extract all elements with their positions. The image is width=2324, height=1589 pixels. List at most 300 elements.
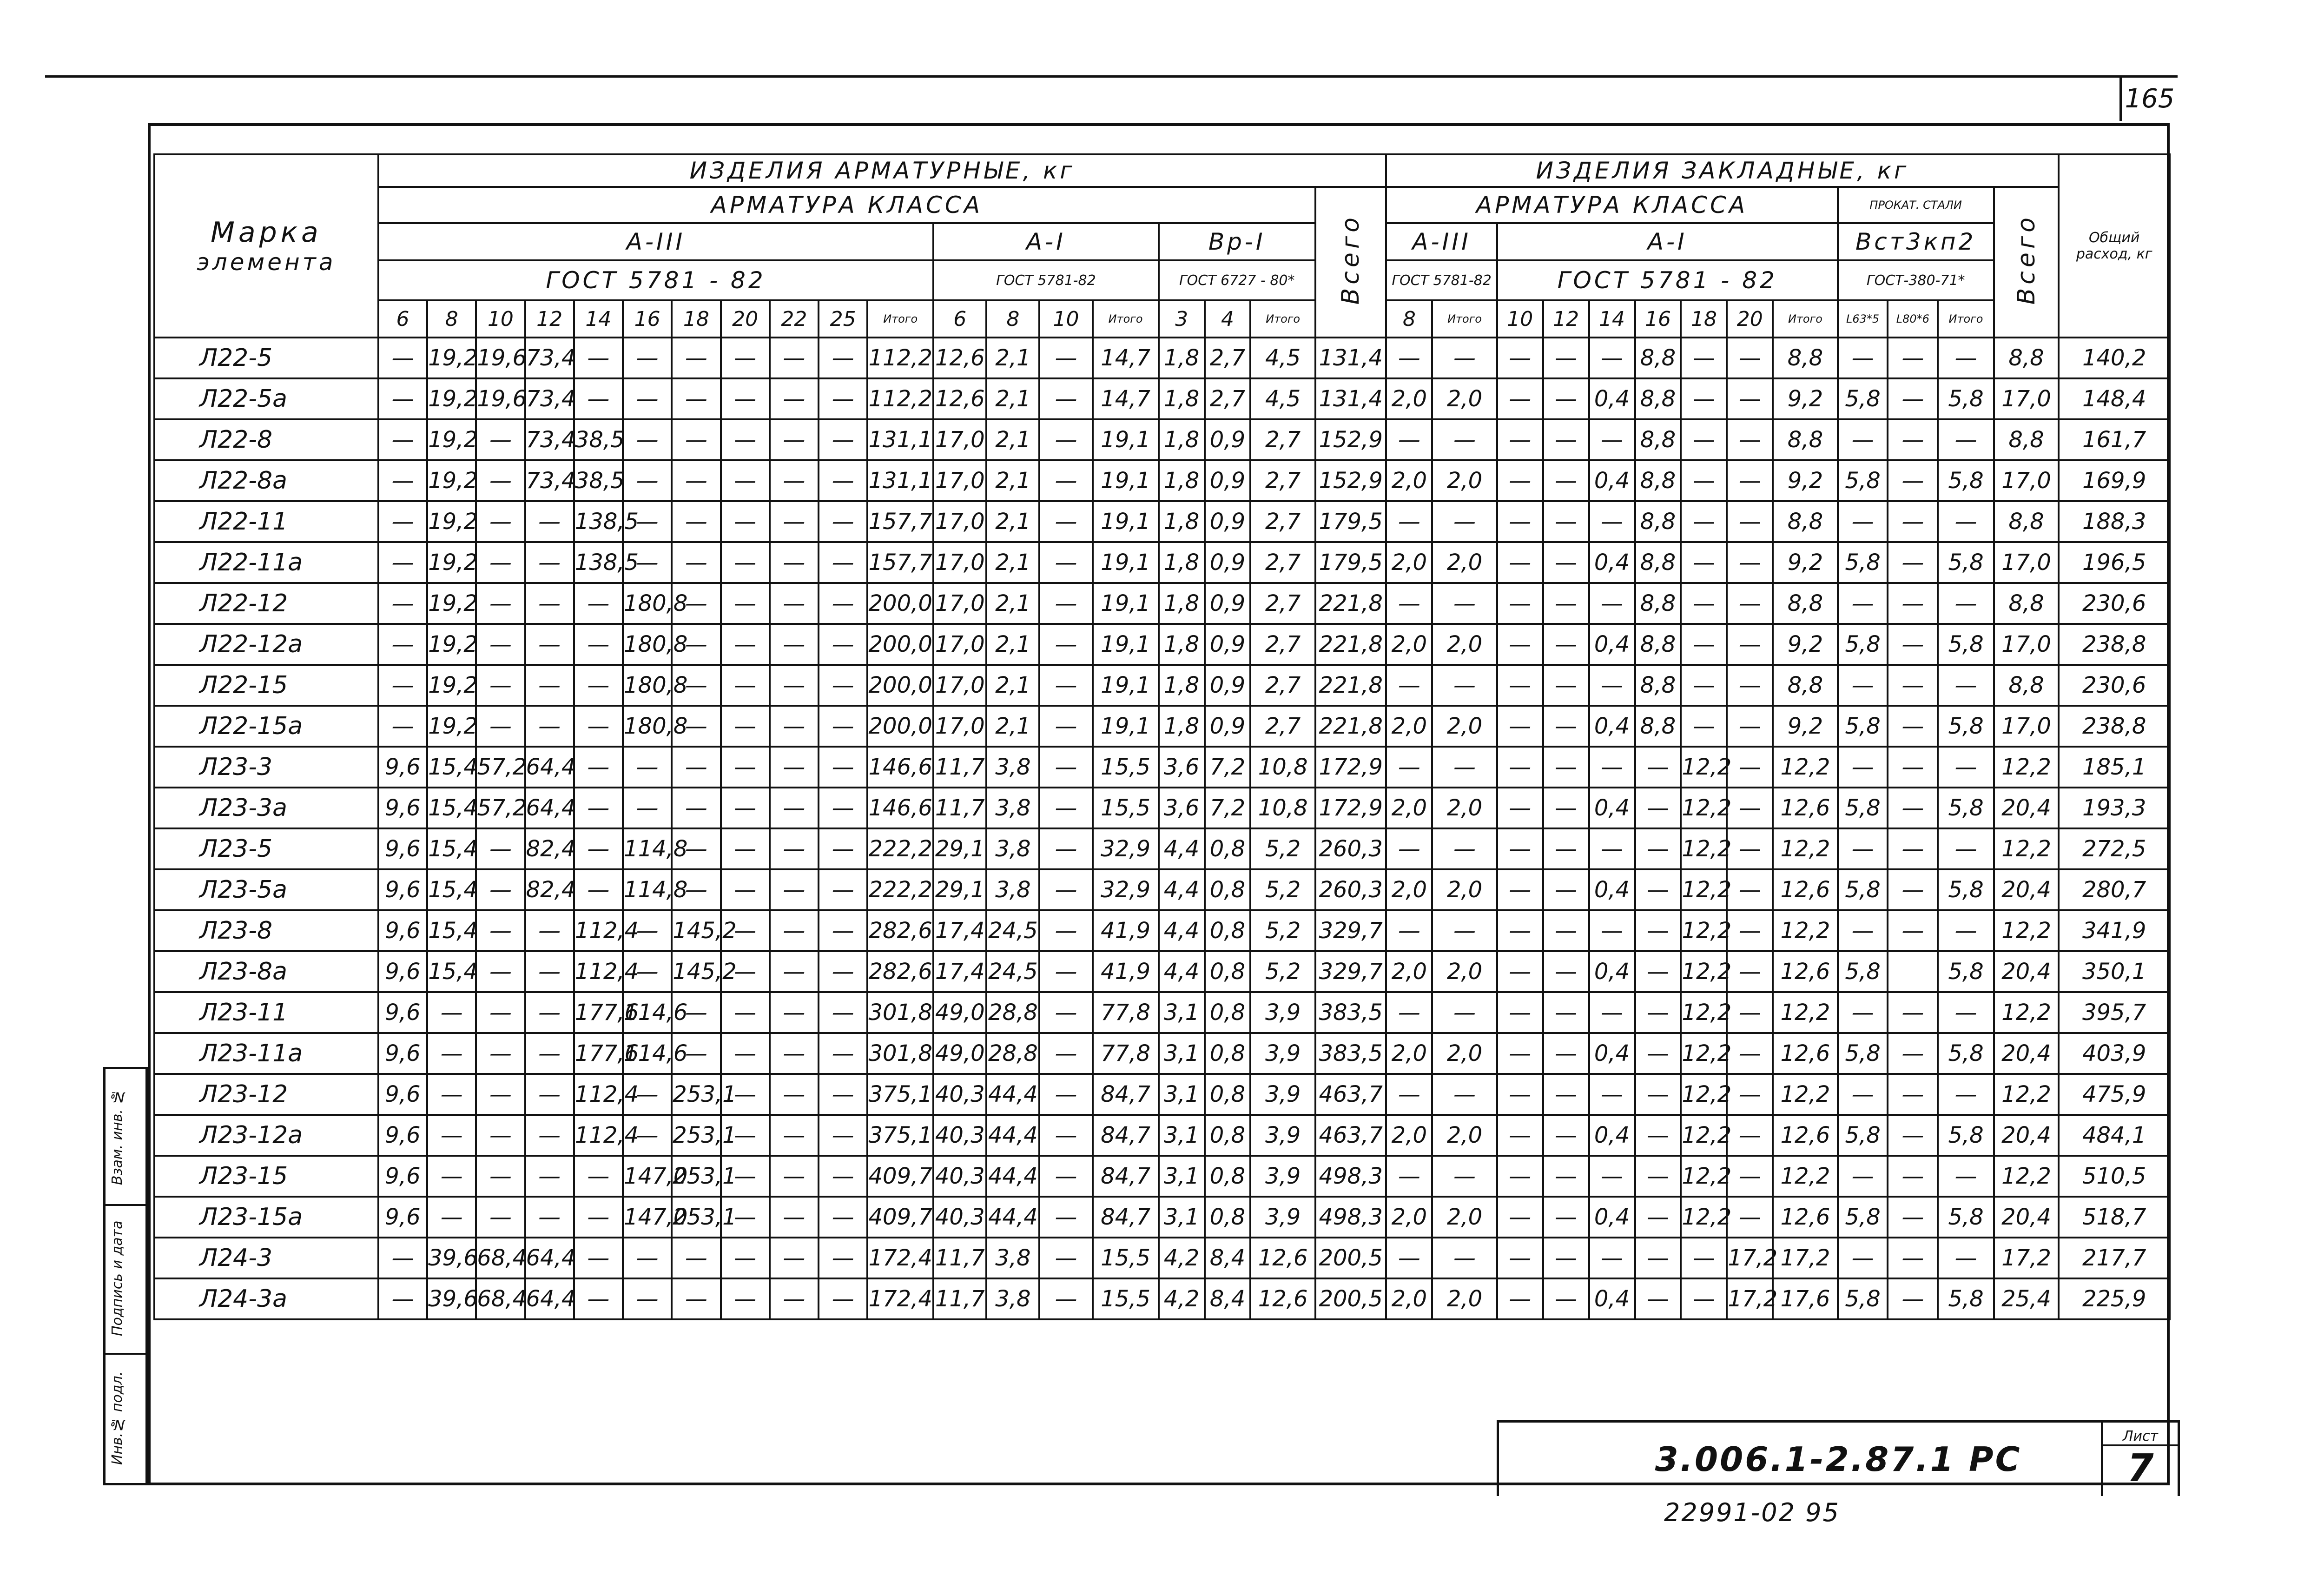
table-cell: 12,2 [1773, 828, 1837, 869]
diameter-header-a3: 14 [574, 300, 623, 338]
table-cell: 3,8 [986, 828, 1039, 869]
table-cell: 15,4 [427, 788, 476, 828]
table-cell: — [1888, 665, 1938, 706]
table-cell: 8,8 [1635, 419, 1681, 460]
table-cell: — [1681, 583, 1727, 624]
table-cell: — [574, 869, 623, 910]
table-cell: 2,0 [1432, 460, 1497, 501]
element-mark: Л23-11а [154, 1033, 378, 1074]
table-cell: 5,8 [1838, 1033, 1888, 1074]
table-cell: 12,2 [1681, 788, 1727, 828]
table-cell: 20,4 [1994, 1197, 2059, 1238]
diameter-header-vr1: 3 [1159, 300, 1205, 338]
diameter-header-a1-emb: 16 [1635, 300, 1681, 338]
table-cell: — [1497, 501, 1543, 542]
table-cell: 28,8 [986, 1033, 1039, 1074]
table-cell: — [1039, 501, 1092, 542]
table-cell: — [623, 788, 672, 828]
table-cell: — [1543, 706, 1589, 747]
table-cell: 8,8 [1635, 338, 1681, 378]
table-cell: — [1039, 747, 1092, 788]
table-cell: — [1386, 501, 1432, 542]
table-cell: 148,4 [2059, 378, 2170, 419]
table-cell: — [1727, 542, 1773, 583]
table-cell: 225,9 [2059, 1278, 2170, 1319]
table-cell: 4,4 [1159, 869, 1205, 910]
table-cell: — [525, 1033, 574, 1074]
table-cell: — [1497, 869, 1543, 910]
diameter-header-steel: L80*6 [1888, 300, 1938, 338]
table-cell: 9,6 [378, 869, 427, 910]
table-cell: — [672, 338, 720, 378]
table-cell: 19,1 [1093, 460, 1159, 501]
table-cell: 12,6 [1250, 1238, 1315, 1278]
table-cell: — [1432, 992, 1497, 1033]
table-cell: 131,4 [1315, 378, 1386, 419]
table-cell: — [525, 665, 574, 706]
table-cell: 0,8 [1205, 1115, 1251, 1156]
table-cell: 25,4 [1994, 1278, 2059, 1319]
table-cell: 253,1 [672, 1115, 720, 1156]
table-cell: 147,0 [623, 1197, 672, 1238]
table-cell: 9,6 [378, 951, 427, 992]
table-cell: — [1727, 951, 1773, 992]
table-cell: — [1039, 542, 1092, 583]
table-cell: — [770, 788, 819, 828]
diameter-header-a3-emb: Итого [1432, 300, 1497, 338]
table-cell: 498,3 [1315, 1156, 1386, 1197]
table-cell: 17,2 [1727, 1278, 1773, 1319]
table-cell: 2,7 [1250, 706, 1315, 747]
table-cell: 29,1 [933, 828, 986, 869]
table-cell: — [1432, 1156, 1497, 1197]
table-cell: — [574, 378, 623, 419]
table-cell: 112,4 [574, 1074, 623, 1115]
table-cell: — [574, 1156, 623, 1197]
table-cell: 7,2 [1205, 747, 1251, 788]
table-cell: 383,5 [1315, 1033, 1386, 1074]
table-cell: — [1589, 1074, 1635, 1115]
table-cell: — [1589, 910, 1635, 951]
table-cell: — [623, 501, 672, 542]
table-cell: 2,0 [1386, 706, 1432, 747]
diameter-header-a3: 8 [427, 300, 476, 338]
table-cell: 12,6 [1773, 951, 1837, 992]
steel-consumption-table [153, 153, 2171, 1492]
table-cell: — [1543, 992, 1589, 1033]
table-cell: — [427, 1197, 476, 1238]
table-cell: — [770, 624, 819, 665]
table-cell: — [623, 338, 672, 378]
table-cell: — [1543, 460, 1589, 501]
table-cell: 15,5 [1093, 1278, 1159, 1319]
table-cell: — [1938, 1156, 1994, 1197]
table-cell: 8,8 [1635, 378, 1681, 419]
table-cell: 17,0 [933, 460, 986, 501]
table-cell: 3,9 [1250, 992, 1315, 1033]
table-cell: 84,7 [1093, 1074, 1159, 1115]
table-cell: — [819, 1156, 867, 1197]
table-cell: — [1432, 419, 1497, 460]
table-cell: — [1497, 583, 1543, 624]
table-row [154, 706, 2170, 747]
table-cell: 29,1 [933, 869, 986, 910]
table-cell: — [1039, 1033, 1092, 1074]
table-cell: — [1635, 788, 1681, 828]
table-cell: — [378, 542, 427, 583]
table-cell: — [574, 747, 623, 788]
table-cell: — [1727, 910, 1773, 951]
table-cell: 8,8 [1773, 419, 1837, 460]
table-cell: 3,1 [1159, 1033, 1205, 1074]
table-cell: — [623, 378, 672, 419]
table-cell: 17,0 [933, 583, 986, 624]
table-cell: 10,8 [1250, 788, 1315, 828]
table-cell: — [1497, 665, 1543, 706]
table-cell: — [1635, 951, 1681, 992]
table-cell: — [574, 788, 623, 828]
table-cell: 200,0 [867, 583, 933, 624]
table-cell: 2,0 [1432, 542, 1497, 583]
table-row [154, 910, 2170, 951]
table-cell: — [1039, 665, 1092, 706]
table-cell: — [1039, 1156, 1092, 1197]
table-cell: 77,8 [1093, 1033, 1159, 1074]
table-cell: 0,9 [1205, 501, 1251, 542]
table-cell: 64,4 [525, 1238, 574, 1278]
table-cell: — [1727, 1197, 1773, 1238]
table-cell: 2,1 [986, 624, 1039, 665]
table-cell: 8,8 [1773, 665, 1837, 706]
table-cell: 2,7 [1250, 542, 1315, 583]
table-cell: — [574, 583, 623, 624]
table-cell: 15,4 [427, 828, 476, 869]
table-cell: 2,7 [1250, 501, 1315, 542]
table-cell: 2,0 [1386, 460, 1432, 501]
table-cell: — [1681, 460, 1727, 501]
table-cell: 280,7 [2059, 869, 2170, 910]
table-cell: 32,9 [1093, 869, 1159, 910]
table-cell: — [1543, 624, 1589, 665]
table-cell: 147,0 [623, 1156, 672, 1197]
table-cell: — [1727, 828, 1773, 869]
table-cell: 28,8 [986, 992, 1039, 1033]
table-cell: — [623, 542, 672, 583]
table-cell: 9,6 [378, 788, 427, 828]
table-cell: 12,2 [1681, 1033, 1727, 1074]
table-cell: — [1543, 910, 1589, 951]
table-cell: — [1386, 583, 1432, 624]
table-cell: 17,2 [1773, 1238, 1837, 1278]
header-gost-a3: ГОСТ 5781 - 82 [378, 260, 933, 300]
element-mark: Л23-11 [154, 992, 378, 1033]
table-cell: — [672, 542, 720, 583]
table-cell: 3,8 [986, 1238, 1039, 1278]
table-cell: 2,0 [1432, 788, 1497, 828]
table-cell: 17,0 [933, 542, 986, 583]
table-cell: — [1589, 338, 1635, 378]
table-cell: — [1589, 419, 1635, 460]
table-cell: 19,1 [1093, 583, 1159, 624]
table-cell: — [1681, 378, 1727, 419]
table-cell: 2,0 [1386, 542, 1432, 583]
table-cell: 19,2 [427, 338, 476, 378]
table-cell: — [672, 583, 720, 624]
table-cell: 5,8 [1938, 1278, 1994, 1319]
table-cell: 180,8 [623, 624, 672, 665]
table-cell: 12,6 [1773, 1033, 1837, 1074]
table-cell: — [819, 951, 867, 992]
table-cell: — [770, 665, 819, 706]
table-cell: 17,4 [933, 910, 986, 951]
side-sep [106, 1204, 145, 1206]
table-cell: 15,5 [1093, 788, 1159, 828]
table-cell: — [672, 460, 720, 501]
table-cell: — [1938, 1238, 1994, 1278]
table-cell: — [1497, 992, 1543, 1033]
table-cell: — [672, 501, 720, 542]
table-cell: 39,6 [427, 1278, 476, 1319]
diameter-header-a1: 10 [1039, 300, 1092, 338]
header-overall: Общий расход, кг [2059, 154, 2170, 338]
table-cell: — [1543, 788, 1589, 828]
header-rolled-steel: ПРОКАТ. СТАЛИ [1838, 187, 1994, 223]
table-cell: — [1888, 419, 1938, 460]
table-cell: — [623, 1074, 672, 1115]
table-cell: — [1386, 747, 1432, 788]
table-cell: — [1039, 338, 1092, 378]
table-cell: — [672, 992, 720, 1033]
element-mark: Л22-8а [154, 460, 378, 501]
diameter-header-steel: Итого [1938, 300, 1994, 338]
table-cell: 64,4 [525, 747, 574, 788]
table-cell: — [1039, 706, 1092, 747]
table-cell: 409,7 [867, 1197, 933, 1238]
table-cell: — [1497, 1033, 1543, 1074]
table-cell: — [476, 501, 525, 542]
table-cell: 188,3 [2059, 501, 2170, 542]
table-cell: — [427, 1115, 476, 1156]
table-cell: 9,2 [1773, 542, 1837, 583]
table-cell: — [1543, 869, 1589, 910]
table-row [154, 460, 2170, 501]
table-cell: — [525, 501, 574, 542]
table-row [154, 869, 2170, 910]
table-cell: 17,0 [933, 624, 986, 665]
table-cell: 172,4 [867, 1278, 933, 1319]
table-cell: 329,7 [1315, 910, 1386, 951]
table-cell: — [770, 460, 819, 501]
header-total-reinforcement [1315, 187, 1386, 338]
table-cell: — [819, 460, 867, 501]
table-cell: — [672, 1278, 720, 1319]
table-cell: 12,2 [1681, 747, 1727, 788]
table-cell: — [819, 419, 867, 460]
table-cell: 8,8 [1994, 419, 2059, 460]
header-class-a3: А-III [378, 223, 933, 260]
diameter-header-a1-emb: 12 [1543, 300, 1589, 338]
table-cell: 5,2 [1250, 951, 1315, 992]
table-cell: 12,2 [1681, 1197, 1727, 1238]
table-cell: 17,0 [1994, 542, 2059, 583]
table-cell: 5,8 [1838, 706, 1888, 747]
table-cell: 19,2 [427, 501, 476, 542]
table-cell: — [1727, 992, 1773, 1033]
table-cell: 114,8 [623, 869, 672, 910]
table-cell: 12,2 [1773, 992, 1837, 1033]
table-cell: 0,9 [1205, 624, 1251, 665]
table-cell: 1,8 [1159, 706, 1205, 747]
table-cell: 17,4 [933, 951, 986, 992]
table-cell: 44,4 [986, 1156, 1039, 1197]
table-cell: 0,8 [1205, 992, 1251, 1033]
table-cell: — [1727, 1033, 1773, 1074]
table-cell: — [770, 1156, 819, 1197]
table-cell: 19,1 [1093, 419, 1159, 460]
table-cell: — [1386, 1156, 1432, 1197]
table-cell: 17,2 [1727, 1238, 1773, 1278]
table-row [154, 1156, 2170, 1197]
table-cell: 179,5 [1315, 501, 1386, 542]
table-row [154, 1238, 2170, 1278]
table-cell: 200,0 [867, 665, 933, 706]
table-cell: — [476, 542, 525, 583]
table-cell: 484,1 [2059, 1115, 2170, 1156]
table-cell: — [721, 706, 770, 747]
table-cell: 180,8 [623, 665, 672, 706]
table-cell: — [525, 1074, 574, 1115]
table-cell: 0,8 [1205, 1074, 1251, 1115]
table-cell: 9,2 [1773, 460, 1837, 501]
table-cell: — [1039, 951, 1092, 992]
table-cell: — [427, 992, 476, 1033]
table-cell: — [1938, 665, 1994, 706]
table-cell: — [672, 788, 720, 828]
table-cell: 77,8 [1093, 992, 1159, 1033]
table-cell: — [574, 624, 623, 665]
table-cell: — [1039, 1115, 1092, 1156]
table-cell: 112,2 [867, 378, 933, 419]
table-cell: — [1727, 624, 1773, 665]
table-cell: 8,8 [1994, 338, 2059, 378]
table-cell: 383,5 [1315, 992, 1386, 1033]
table-cell: — [1497, 624, 1543, 665]
table-cell: 2,1 [986, 583, 1039, 624]
table-cell: — [1727, 1074, 1773, 1115]
table-cell: — [525, 992, 574, 1033]
table-cell: — [1543, 1074, 1589, 1115]
table-cell: 0,9 [1205, 419, 1251, 460]
diameter-header-a1: 6 [933, 300, 986, 338]
table-cell: 19,2 [427, 624, 476, 665]
table-cell: — [1727, 869, 1773, 910]
table-cell: 0,9 [1205, 706, 1251, 747]
table-cell: — [1386, 1074, 1432, 1115]
header-armature-class-embedded: АРМАТУРА КЛАССА [1386, 187, 1837, 223]
table-cell: 2,0 [1432, 869, 1497, 910]
table-cell: 8,8 [1773, 338, 1837, 378]
table-cell: 230,6 [2059, 583, 2170, 624]
table-cell: 0,9 [1205, 460, 1251, 501]
table-cell: 3,9 [1250, 1197, 1315, 1238]
table-cell: — [1938, 1074, 1994, 1115]
table-cell: — [1888, 624, 1938, 665]
table-cell: — [1497, 460, 1543, 501]
diameter-header-a3: 18 [672, 300, 720, 338]
table-cell: — [1838, 828, 1888, 869]
table-cell: 17,0 [1994, 378, 2059, 419]
table-cell: — [721, 1278, 770, 1319]
table-cell: — [721, 1156, 770, 1197]
table-cell: — [525, 1115, 574, 1156]
header-class-a1-embedded: А-I [1497, 223, 1838, 260]
table-cell: 222,2 [867, 869, 933, 910]
table-cell: — [1497, 419, 1543, 460]
table-cell: — [1727, 501, 1773, 542]
table-cell: 19,2 [427, 706, 476, 747]
table-cell: — [770, 378, 819, 419]
element-mark: Л22-11а [154, 542, 378, 583]
table-cell: — [1497, 338, 1543, 378]
page-number [2119, 77, 2178, 121]
table-cell: — [476, 1074, 525, 1115]
table-cell: 138,5 [574, 542, 623, 583]
table-cell: 200,5 [1315, 1238, 1386, 1278]
table-cell: — [770, 992, 819, 1033]
table-cell: 510,5 [2059, 1156, 2170, 1197]
table-cell: 2,1 [986, 378, 1039, 419]
table-cell: — [1727, 1115, 1773, 1156]
table-cell: — [770, 706, 819, 747]
table-cell: — [819, 828, 867, 869]
table-cell: 2,1 [986, 460, 1039, 501]
table-cell: 260,3 [1315, 828, 1386, 869]
table-cell: 12,6 [1773, 1197, 1837, 1238]
table-cell: 9,6 [378, 1115, 427, 1156]
table-cell: — [1727, 583, 1773, 624]
table-cell: 409,7 [867, 1156, 933, 1197]
table-cell: 12,2 [1681, 992, 1727, 1033]
table-cell: — [1039, 1197, 1092, 1238]
table-cell: 44,4 [986, 1115, 1039, 1156]
diameter-header-a1-emb: 18 [1681, 300, 1727, 338]
table-cell: — [721, 992, 770, 1033]
table-cell: 12,6 [933, 338, 986, 378]
table-cell: — [1386, 1238, 1432, 1278]
table-cell: — [476, 869, 525, 910]
table-cell: 0,8 [1205, 1197, 1251, 1238]
table-cell: — [721, 951, 770, 992]
header-total-text: Всего [1337, 214, 1365, 305]
table-cell: 19,1 [1093, 665, 1159, 706]
table-cell: — [1039, 460, 1092, 501]
table-cell: 221,8 [1315, 665, 1386, 706]
table-cell: 146,6 [867, 788, 933, 828]
table-cell: — [574, 1197, 623, 1238]
table-cell: — [378, 624, 427, 665]
table-cell: 221,8 [1315, 624, 1386, 665]
diameter-header-a3-emb: 8 [1386, 300, 1432, 338]
table-cell: — [476, 1156, 525, 1197]
table-cell: — [1888, 1197, 1938, 1238]
element-mark: Л22-11 [154, 501, 378, 542]
table-cell: — [1635, 992, 1681, 1033]
table-cell: 2,7 [1205, 378, 1251, 419]
header-total-text: Всего [2012, 214, 2040, 305]
diameter-header-a1: Итого [1093, 300, 1159, 338]
table-cell: 2,1 [986, 419, 1039, 460]
table-cell: 5,2 [1250, 869, 1315, 910]
